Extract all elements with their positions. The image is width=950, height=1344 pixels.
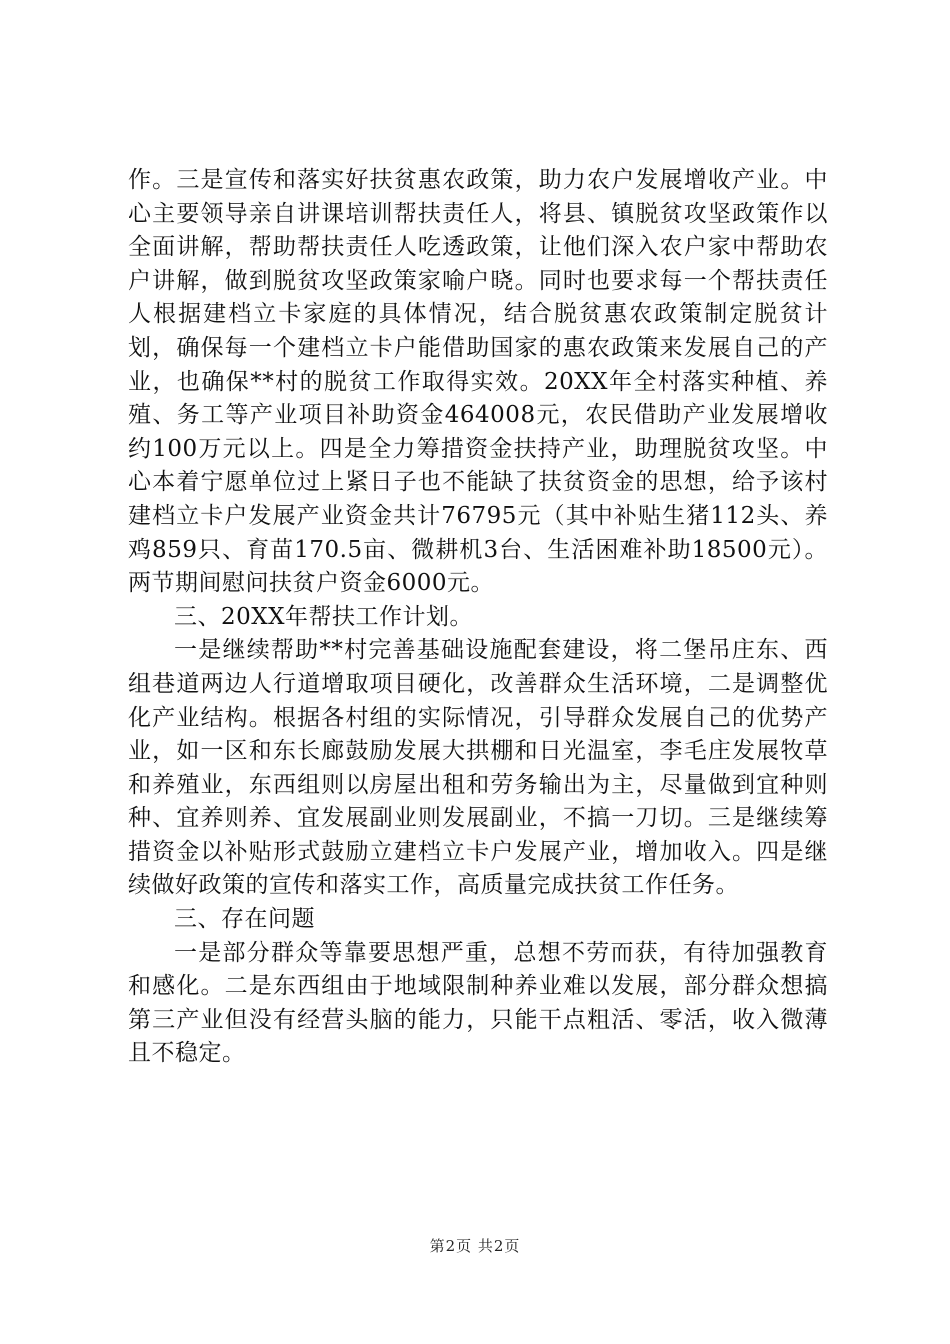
section-heading-problems: 三、存在问题 — [174, 906, 315, 933]
paragraph-continuation: 作。三是宣传和落实好扶贫惠农政策，助力农户发展增收产业。中心主要领导亲自讲课培训帮扶责任人，将县、镇脱贫攻坚政策作以全面讲解，帮助帮扶责任人吃透政策，让他们深入农户家中帮助农户讲解，做到脱贫攻坚政策家喻户晓。同时也要求每一个帮扶责任人根据建档立卡家庭的具体情况，结合脱贫惠农政策制定脱贫计划，确保每一个建档立卡户能借助国家的惠农政策来发展自己的产业，也确保**村的脱贫工作取得实效。20XX年全村落实种植、养殖、务工等产业项目补助资金464008元，农民借助产业发展增收约100万元以上。四是全力筹措资金扶持产业，助理脱贫攻坚。中心本着宁愿单位过上紧日子也不能缺了扶贫资金的思想，给予该村建档立卡户发展产业资金共计76795元（其中补贴生猪112头、养鸡859只、育苗170.5亩、微耕机3台、生活困难补助18500元）。两节期间慰问扶贫户资金6000元。 — [128, 167, 828, 597]
paragraph-problems: 一是部分群众等靠要思想严重，总想不劳而获，有待加强教育和感化。二是东西组由于地域限制种养业难以发展，部分群众想搞第三产业但没有经营头脑的能力，只能干点粗活、零活，收入微薄且不稳定。 — [128, 939, 828, 1067]
page-number-footer: 第2页 共2页 — [429, 1237, 521, 1255]
document-body — [128, 164, 828, 1071]
paragraph-plan: 一是继续帮助**村完善基础设施配套建设，将二堡吊庄东、西组巷道两边人行道增取项目硬化，改善群众生活环境，二是调整优化产业结构。根据各村组的实际情况，引导群众发展自己的优势产业，如一区和东长廊鼓励发展大拱棚和日光温室，李毛庄发展牧草和养殖业，东西组则以房屋出租和劳务输出为主，尽量做到宜种则种、宜养则养、宜发展副业则发展副业，不搞一刀切。三是继续筹措资金以补贴形式鼓励立建档立卡户发展产业，增加收入。四是继续做好政策的宣传和落实工作，高质量完成扶贫工作任务。 — [128, 637, 828, 899]
section-heading-plan: 三、20XX年帮扶工作计划。 — [174, 603, 474, 630]
